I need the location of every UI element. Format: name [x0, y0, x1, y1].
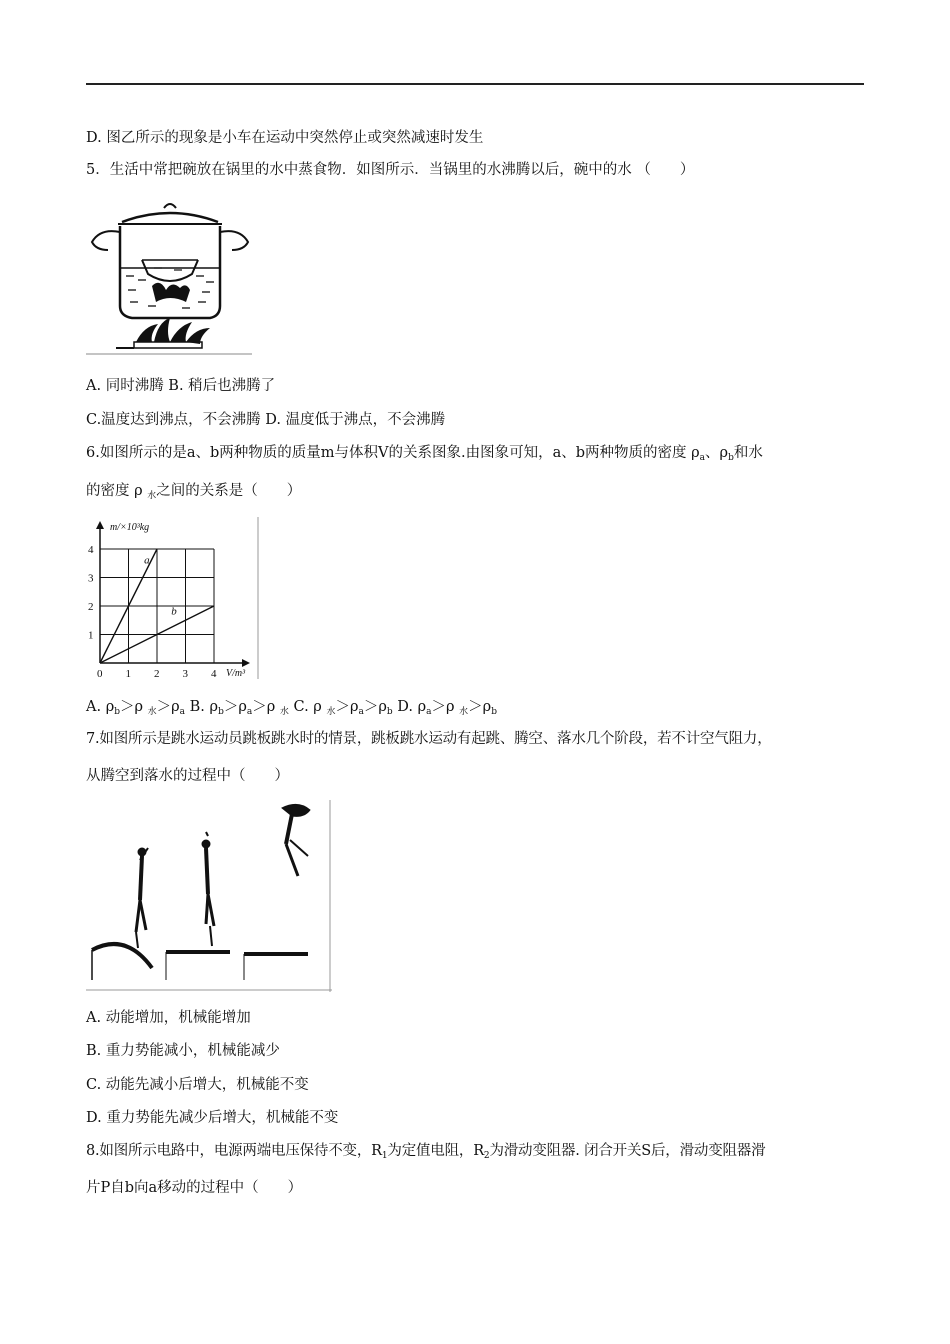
q8-stem-line2: 片P自b向a移动的过程中（ ）: [86, 1180, 303, 1196]
y-tick-label: 1: [88, 629, 94, 642]
pot-handle-left: [92, 231, 120, 250]
q7-stem-line2: 从腾空到落水的过程中（ ）: [86, 768, 289, 784]
flame-icon: [136, 318, 210, 344]
q5-stem: 5．生活中常把碗放在锅里的水中蒸食物．如图所示．当锅里的水沸腾以后，碗中的水 （ ）: [86, 162, 695, 178]
x-axis-label: V/m³: [226, 668, 246, 679]
q6-option-a: A. $\rho_b>\rho$ $_水>\rho_a$: [86, 699, 186, 717]
series-label-b: b: [171, 605, 177, 618]
x-tick-label: 2: [154, 668, 160, 679]
series-label-a: a: [144, 554, 150, 567]
q7-option-a: A. 动能增加，机械能增加: [86, 1010, 251, 1026]
springboard-bent: [92, 944, 152, 968]
q7-option-b: B. 重力势能减小，机械能减少: [86, 1043, 280, 1059]
q7-stem-line1: 7.如图所示是跳水运动员跳板跳水时的情景，跳板跳水运动有起跳、腾空、落水几个阶段，若不计空气阻力，: [86, 731, 772, 747]
header-rule: [86, 83, 864, 85]
food-shape: [152, 283, 190, 302]
pot-figure: [86, 198, 252, 358]
x-tick-label: 0: [97, 668, 103, 679]
x-tick-label: 4: [211, 668, 217, 679]
q4-option-d: D. 图乙所示的现象是小车在运动中突然停止或突然减速时发生: [86, 130, 484, 146]
q6-option-c: C. ρ $_水>\rho_a>\rho_b$: [293, 699, 393, 717]
bowl: [142, 260, 198, 281]
x-tick-label: 3: [182, 668, 188, 679]
chart-grid: [100, 549, 214, 663]
q7-option-c: C. 动能先减小后增大，机械能不变: [86, 1077, 309, 1093]
diver-icon: [136, 848, 148, 948]
q7-option-d: D. 重力势能先减少后增大，机械能不变: [86, 1110, 339, 1126]
pot-lid: [122, 213, 218, 222]
x-axis-arrow: [242, 659, 250, 667]
q6-stem-line1: 6.如图所示的是a、b两种物质的质量m与体积V的关系图象.由图象可知，a、b两种物质的密度 $\rho_a$、$\rho_b$和水: [86, 445, 763, 463]
q6-option-d: D. $\rho_a>\rho$ $_水>\rho_b$: [397, 699, 497, 717]
pot-handle-right: [220, 231, 248, 250]
q6-option-b: B. $\rho_b>\rho_a>\rho$ $_水$: [189, 699, 289, 717]
y-tick-label: 3: [88, 572, 94, 585]
burner: [134, 342, 202, 348]
q5-options-line1: A. 同时沸腾 B. 稍后也沸腾了: [86, 378, 276, 394]
q6-stem-line2: 的密度 ρ $_水$之间的关系是（ ）: [86, 483, 302, 501]
diving-figure: [86, 800, 334, 994]
x-tick-label: 1: [125, 668, 131, 679]
mass-volume-chart: [86, 517, 260, 679]
y-tick-label: 4: [88, 544, 94, 556]
y-axis-label: m/×10³kg: [110, 522, 150, 533]
y-axis-arrow: [96, 521, 104, 529]
diver-icon: [282, 804, 310, 876]
pot-body: [120, 226, 220, 318]
diver-icon: [202, 832, 214, 946]
q8-stem-line1: 8.如图所示电路中，电源两端电压保待不变，$R_1$为定值电阻，$R_2$为滑动变阻器. 闭合开关S后，滑动变阻器滑: [86, 1143, 766, 1161]
q5-options-line2: C.温度达到沸点，不会沸腾 D. 温度低于沸点，不会沸腾: [86, 412, 446, 428]
q6-options: [86, 697, 497, 722]
pot-lid-knob: [164, 204, 176, 208]
y-tick-label: 2: [88, 601, 94, 613]
